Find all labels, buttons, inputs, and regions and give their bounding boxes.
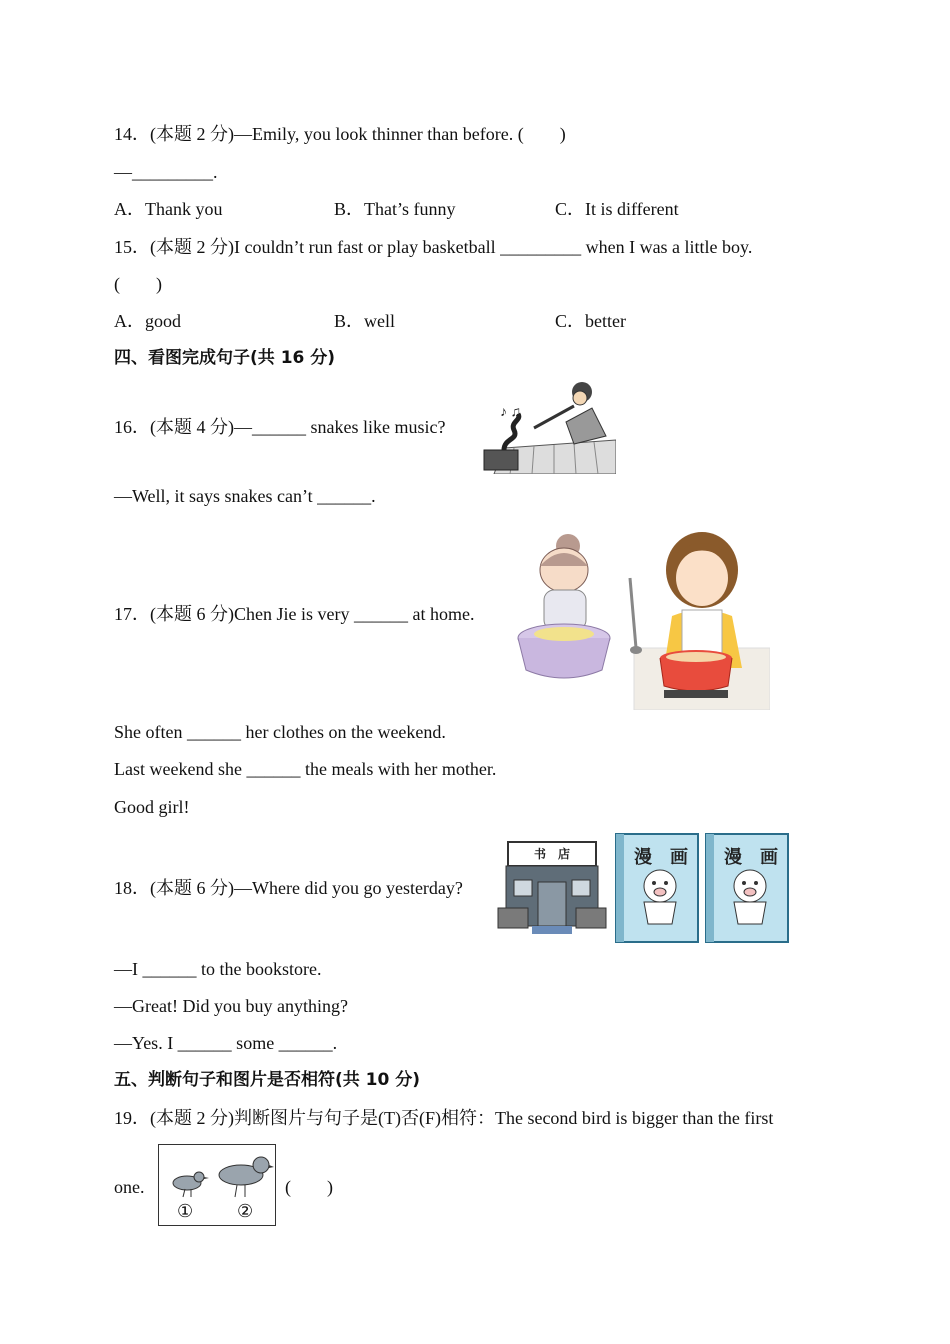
q15-paren: ( ) [114, 274, 162, 294]
q15-stem: 15．(本题 2 分)I couldn’t run fast or play basketball _________ when I was a little boy. [114, 237, 753, 257]
big-bird-icon [219, 1157, 274, 1197]
q19-one: one. [114, 1177, 145, 1197]
snake-charmer-image [474, 378, 616, 474]
small-bird-icon [173, 1172, 209, 1197]
bookstore-image [496, 838, 608, 938]
q17-line3: Last weekend she ______ the meals with her mother. [114, 759, 497, 779]
q15-option-a[interactable]: A．good [114, 311, 181, 331]
q14-answer-line: —_________. [114, 162, 218, 182]
q17-line4: Good girl! [114, 797, 190, 817]
section-5-heading: 五、判断句子和图片是否相符(共 10 分) [114, 1070, 421, 1090]
comic-book-2-title: 漫 画 [724, 847, 778, 868]
svg-text:♪ ♫: ♪ ♫ [500, 405, 521, 420]
q17-line2: She often ______ her clothes on the weekend. [114, 722, 446, 742]
bird-label-2: ② [237, 1201, 254, 1221]
q18-line4: —Yes. I ______ some ______. [114, 1033, 338, 1053]
q17-line1: 17．(本题 6 分)Chen Jie is very ______ at home. [114, 604, 475, 624]
q14-option-b[interactable]: B．That’s funny [334, 199, 456, 219]
girl-washing-clothes-image [508, 530, 620, 690]
bird-label-1: ① [177, 1201, 194, 1221]
q16-line2: —Well, it says snakes can’t ______. [114, 486, 376, 506]
q18-line3: —Great! Did you buy anything? [114, 996, 348, 1016]
q15-option-b[interactable]: B．well [334, 311, 395, 331]
q14-option-c[interactable]: C．It is different [555, 199, 679, 219]
section-4-heading: 四、看图完成句子(共 16 分) [114, 348, 336, 368]
woman-cooking-image [624, 518, 770, 710]
comic-book-1-title: 漫 画 [634, 847, 688, 868]
comic-book-1-image [614, 830, 700, 944]
bookstore-sign: 书 店 [533, 847, 570, 861]
q19-paren: ( ) [285, 1177, 333, 1197]
q14-option-a[interactable]: A．Thank you [114, 199, 223, 219]
q18-line1: 18．(本题 6 分)—Where did you go yesterday? [114, 878, 463, 898]
q16-line1: 16．(本题 4 分)—______ snakes like music? [114, 417, 446, 437]
q18-line2: —I ______ to the bookstore. [114, 959, 322, 979]
q14-stem: 14．(本题 2 分)—Emily, you look thinner than before. ( ) [114, 124, 566, 144]
q19-line1: 19．(本题 2 分)判断图片与句子是(T)否(F)相符：The second bird is bigger than the first [114, 1108, 774, 1128]
comic-book-2-image [704, 830, 790, 944]
q15-option-c[interactable]: C．better [555, 311, 626, 331]
two-birds-image [158, 1144, 276, 1226]
